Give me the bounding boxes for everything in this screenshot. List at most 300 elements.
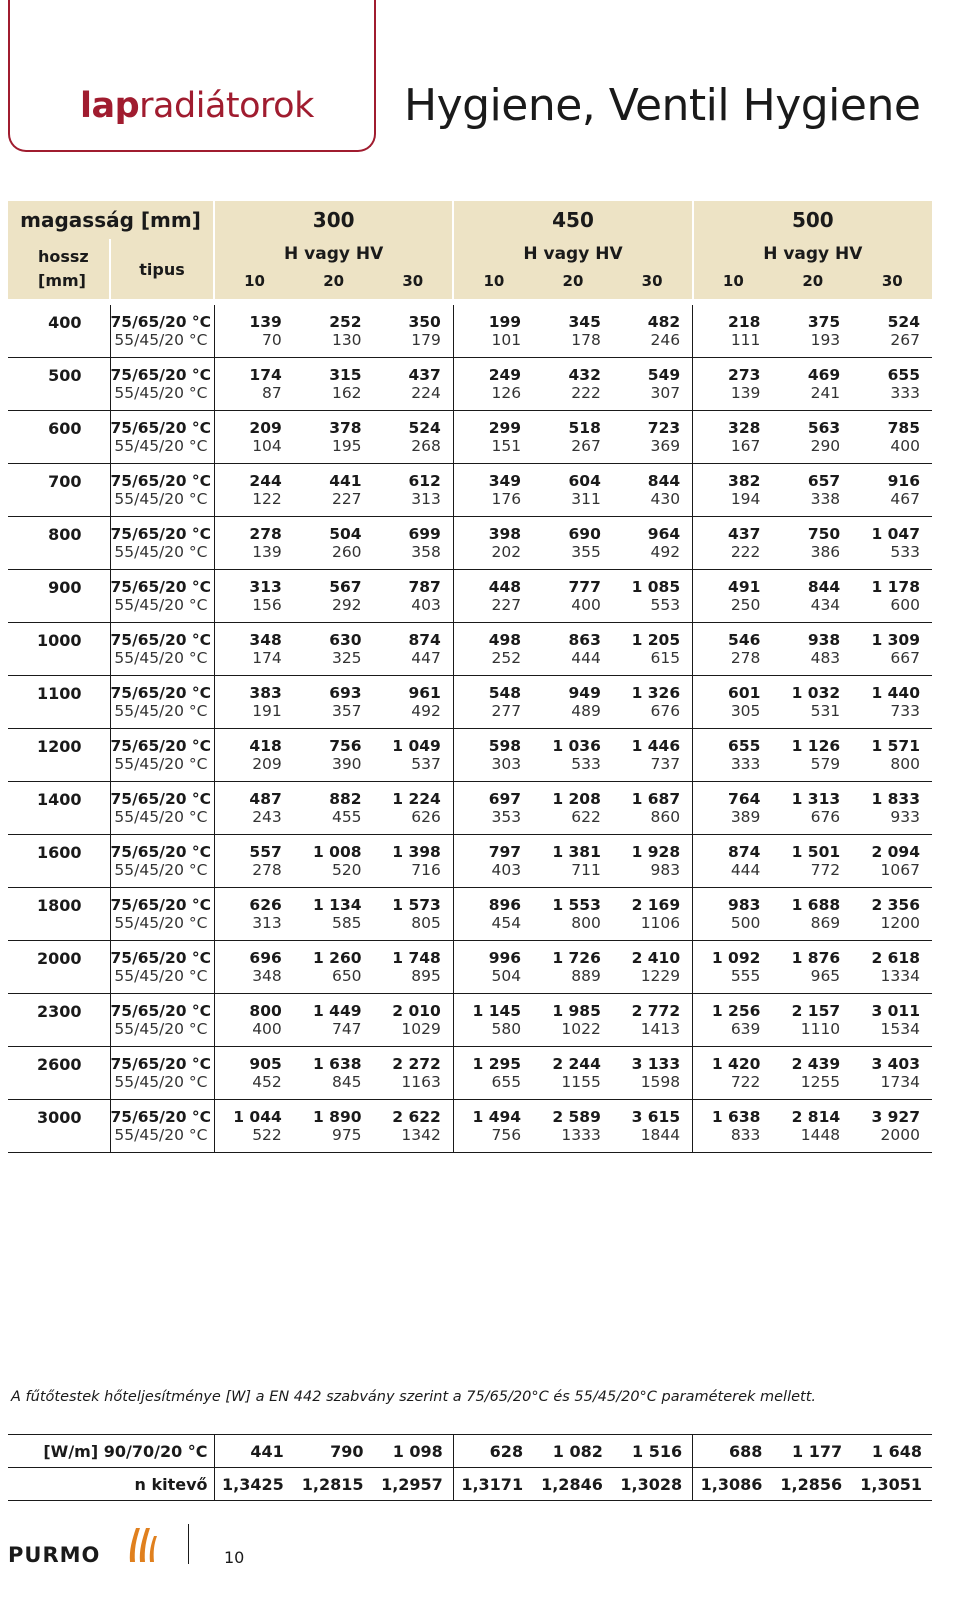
table-row <box>8 437 932 464</box>
height-label: magasság [mm] <box>8 201 214 239</box>
cell-value: 983 <box>613 861 693 888</box>
cell-value: 151 <box>453 437 533 464</box>
row-length: 1800 <box>8 888 110 941</box>
cell-value: 1 638 <box>313 1055 362 1073</box>
cell-value: 667 <box>852 649 932 676</box>
cell-value: 313 <box>249 578 282 596</box>
cell-value: 278 <box>693 649 773 676</box>
table-row <box>8 543 932 570</box>
cell-value: 524 <box>887 313 920 331</box>
cell-value: 191 <box>214 702 294 729</box>
row-length: 1400 <box>8 782 110 835</box>
table-row <box>8 623 932 650</box>
cell-value: 452 <box>214 1073 294 1100</box>
cell-value: 567 <box>329 578 362 596</box>
cell-value: 3 011 <box>871 1002 920 1020</box>
subtype-10: 10 <box>722 272 744 290</box>
row-length: 2000 <box>8 941 110 994</box>
cell-value: 504 <box>453 967 533 994</box>
cell-value: 1 224 <box>374 782 454 809</box>
cell-value: 626 <box>249 896 282 914</box>
cell-value: 311 <box>533 490 613 517</box>
cell-value: 722 <box>693 1073 773 1100</box>
summary-wm-value: 790 <box>294 1435 374 1468</box>
summary-wm-value: 1 082 <box>533 1435 613 1468</box>
row-length: 1000 <box>8 623 110 676</box>
row-temp-high: 75/65/20 °C <box>110 305 214 331</box>
cell-value: 2 272 <box>374 1047 454 1074</box>
cell-value: 938 <box>807 631 841 649</box>
cell-value: 1333 <box>533 1126 613 1153</box>
cell-value: 455 <box>294 808 374 835</box>
brand-title-bold: lap <box>80 86 140 126</box>
cell-value: 905 <box>249 1055 282 1073</box>
cell-value: 1 928 <box>613 835 693 862</box>
row-length: 900 <box>8 570 110 623</box>
cell-value: 874 <box>374 623 454 650</box>
cell-value: 548 <box>488 684 522 702</box>
cell-value: 533 <box>852 543 932 570</box>
cell-value: 800 <box>852 755 932 782</box>
row-temp-low: 55/45/20 °C <box>110 914 214 941</box>
cell-value: 756 <box>329 737 362 755</box>
cell-value: 467 <box>852 490 932 517</box>
cell-value: 546 <box>728 631 761 649</box>
cell-value: 267 <box>852 331 932 358</box>
cell-value: 1 145 <box>472 1002 522 1020</box>
row-temp-low: 55/45/20 °C <box>110 1020 214 1047</box>
table-row <box>8 358 932 385</box>
table-row <box>8 596 932 623</box>
cell-value: 202 <box>453 543 533 570</box>
cell-value: 1 326 <box>613 676 693 703</box>
cell-value: 454 <box>453 914 533 941</box>
cell-value: 1 726 <box>552 949 601 967</box>
header-tab-box <box>8 0 376 152</box>
output-table <box>8 201 932 1153</box>
cell-value: 398 <box>488 525 522 543</box>
cell-value: 1 381 <box>552 843 601 861</box>
cell-value: 139 <box>214 543 294 570</box>
cell-value: 1 398 <box>374 835 454 862</box>
cell-value: 598 <box>488 737 522 755</box>
cell-value: 555 <box>693 967 773 994</box>
group-title: H vagy HV <box>763 244 863 264</box>
cell-value: 2 356 <box>871 896 920 914</box>
row-temp-low: 55/45/20 °C <box>110 490 214 517</box>
summary-n-value: 1,2856 <box>780 1474 843 1494</box>
page-number: 10 <box>224 1548 245 1567</box>
cell-value: 1 985 <box>552 1002 601 1020</box>
cell-value: 487 <box>249 790 282 808</box>
cell-value: 162 <box>294 384 374 411</box>
cell-value: 333 <box>852 384 932 411</box>
logo-text: PURMO <box>8 1543 101 1566</box>
summary-wm-value: 441 <box>214 1435 294 1468</box>
cell-value: 195 <box>294 437 374 464</box>
cell-value: 139 <box>249 313 282 331</box>
row-temp-high: 75/65/20 °C <box>110 782 214 809</box>
cell-value: 845 <box>294 1073 374 1100</box>
cell-value: 965 <box>772 967 852 994</box>
cell-value: 630 <box>329 631 362 649</box>
cell-value: 2 814 <box>791 1108 841 1126</box>
cell-value: 1413 <box>613 1020 693 1047</box>
row-length: 1100 <box>8 676 110 729</box>
brand-title-rest: radiátorok <box>139 86 314 126</box>
cell-value: 390 <box>294 755 374 782</box>
cell-value: 639 <box>693 1020 773 1047</box>
cell-value: 964 <box>613 517 693 544</box>
group-500 <box>693 239 932 299</box>
cell-value: 448 <box>488 578 522 596</box>
cell-value: 437 <box>728 525 761 543</box>
type-label: tipus <box>110 239 214 299</box>
cell-value: 711 <box>533 861 613 888</box>
cell-value: 268 <box>374 437 454 464</box>
cell-value: 580 <box>453 1020 533 1047</box>
cell-value: 2 410 <box>613 941 693 968</box>
table-row <box>8 755 932 782</box>
row-length: 3000 <box>8 1100 110 1153</box>
row-temp-low: 55/45/20 °C <box>110 331 214 358</box>
cell-value: 1 638 <box>711 1108 761 1126</box>
cell-value: 1 876 <box>791 949 841 967</box>
cell-value: 1 890 <box>313 1108 362 1126</box>
cell-value: 1 573 <box>374 888 454 915</box>
cell-value: 1 420 <box>711 1055 761 1073</box>
group-title: H vagy HV <box>284 244 384 264</box>
cell-value: 350 <box>374 305 454 331</box>
cell-value: 600 <box>852 596 932 623</box>
table-row <box>8 384 932 411</box>
cell-value: 1 205 <box>613 623 693 650</box>
cell-value: 209 <box>214 755 294 782</box>
type-header-row <box>8 239 932 299</box>
row-length: 700 <box>8 464 110 517</box>
cell-value: 1255 <box>772 1073 852 1100</box>
row-temp-low: 55/45/20 °C <box>110 755 214 782</box>
summary-wm-value: 1 516 <box>613 1435 693 1468</box>
cell-value: 222 <box>533 384 613 411</box>
cell-value: 1 440 <box>871 684 920 702</box>
cell-value: 305 <box>693 702 773 729</box>
cell-value: 299 <box>488 419 522 437</box>
cell-value: 333 <box>693 755 773 782</box>
table-row <box>8 1047 932 1074</box>
cell-value: 1598 <box>613 1073 693 1100</box>
table-row <box>8 888 932 915</box>
row-temp-low: 55/45/20 °C <box>110 437 214 464</box>
wm-label: [W/m] 90/70/20 °C <box>8 1435 214 1468</box>
cell-value: 549 <box>613 358 693 385</box>
cell-value: 174 <box>249 366 282 384</box>
cell-value: 3 403 <box>871 1055 920 1073</box>
group-title: H vagy HV <box>523 244 623 264</box>
brand-title <box>80 86 314 126</box>
cell-value: 218 <box>728 313 761 331</box>
purmo-logo <box>8 1524 158 1566</box>
cell-value: 961 <box>374 676 454 703</box>
cell-value: 889 <box>533 967 613 994</box>
cell-value: 949 <box>568 684 601 702</box>
summary-wm-value: 1 177 <box>772 1435 852 1468</box>
row-temp-high: 75/65/20 °C <box>110 676 214 703</box>
row-temp-low: 55/45/20 °C <box>110 1073 214 1100</box>
cell-value: 655 <box>453 1073 533 1100</box>
cell-value: 800 <box>533 914 613 941</box>
table-row <box>8 464 932 491</box>
cell-value: 1067 <box>852 861 932 888</box>
cell-value: 252 <box>453 649 533 676</box>
cell-value: 400 <box>214 1020 294 1047</box>
cell-value: 469 <box>807 366 841 384</box>
cell-value: 167 <box>693 437 773 464</box>
cell-value: 400 <box>533 596 613 623</box>
cell-value: 1 178 <box>871 578 920 596</box>
cell-value: 604 <box>568 472 601 490</box>
cell-value: 1 833 <box>871 790 920 808</box>
cell-value: 800 <box>249 1002 282 1020</box>
cell-value: 492 <box>613 543 693 570</box>
cell-value: 1110 <box>772 1020 852 1047</box>
cell-value: 1 446 <box>613 729 693 756</box>
cell-value: 292 <box>294 596 374 623</box>
cell-value: 863 <box>568 631 601 649</box>
height-header-row <box>8 201 932 239</box>
cell-value: 2 772 <box>613 994 693 1021</box>
cell-value: 504 <box>329 525 362 543</box>
cell-value: 209 <box>249 419 282 437</box>
row-length: 1200 <box>8 729 110 782</box>
cell-value: 1022 <box>533 1020 613 1047</box>
cell-value: 585 <box>294 914 374 941</box>
cell-value: 699 <box>374 517 454 544</box>
cell-value: 1342 <box>374 1126 454 1153</box>
cell-value: 563 <box>807 419 841 437</box>
cell-value: 389 <box>693 808 773 835</box>
cell-value: 2 622 <box>374 1100 454 1127</box>
cell-value: 1734 <box>852 1073 932 1100</box>
cell-value: 246 <box>613 331 693 358</box>
cell-value: 650 <box>294 967 374 994</box>
cell-value: 403 <box>374 596 454 623</box>
row-temp-low: 55/45/20 °C <box>110 861 214 888</box>
cell-value: 2 010 <box>374 994 454 1021</box>
cell-value: 1 044 <box>233 1108 282 1126</box>
cell-value: 693 <box>329 684 362 702</box>
cell-value: 764 <box>728 790 761 808</box>
cell-value: 227 <box>294 490 374 517</box>
cell-value: 194 <box>693 490 773 517</box>
cell-value: 537 <box>374 755 454 782</box>
cell-value: 696 <box>249 949 282 967</box>
row-length: 800 <box>8 517 110 570</box>
cell-value: 278 <box>214 861 294 888</box>
cell-value: 518 <box>568 419 601 437</box>
cell-value: 2 244 <box>552 1055 601 1073</box>
cell-value: 723 <box>613 411 693 438</box>
cell-value: 601 <box>728 684 761 702</box>
cell-value: 697 <box>488 790 522 808</box>
summary-n-value: 1,3028 <box>620 1474 683 1494</box>
cell-value: 491 <box>728 578 761 596</box>
cell-value: 353 <box>453 808 533 835</box>
cell-value: 3 615 <box>613 1100 693 1127</box>
table-row <box>8 1020 932 1047</box>
row-temp-low: 55/45/20 °C <box>110 596 214 623</box>
cell-value: 777 <box>568 578 601 596</box>
cell-value: 1106 <box>613 914 693 941</box>
cell-value: 916 <box>887 472 920 490</box>
cell-value: 2000 <box>852 1126 932 1153</box>
cell-value: 750 <box>807 525 841 543</box>
cell-value: 676 <box>613 702 693 729</box>
summary-n-value: 1,3171 <box>453 1468 533 1501</box>
cell-value: 277 <box>453 702 533 729</box>
subtype-10: 10 <box>244 272 265 290</box>
table-row <box>8 1126 932 1153</box>
cell-value: 747 <box>294 1020 374 1047</box>
cell-value: 249 <box>488 366 522 384</box>
cell-value: 122 <box>214 490 294 517</box>
cell-value: 178 <box>533 331 613 358</box>
footer-divider <box>188 1524 189 1564</box>
cell-value: 983 <box>728 896 761 914</box>
cell-value: 441 <box>329 472 362 490</box>
cell-value: 307 <box>613 384 693 411</box>
cell-value: 325 <box>294 649 374 676</box>
table-row <box>8 570 932 597</box>
table-row <box>8 305 932 331</box>
row-length: 1600 <box>8 835 110 888</box>
summary-wm-value: 1 098 <box>374 1435 454 1468</box>
cell-value: 805 <box>374 914 454 941</box>
length-label-line2: [mm] <box>38 271 86 290</box>
cell-value: 1 501 <box>791 843 841 861</box>
cell-value: 156 <box>214 596 294 623</box>
row-temp-low: 55/45/20 °C <box>110 1126 214 1153</box>
summary-n-row <box>8 1468 932 1501</box>
cell-value: 101 <box>453 331 533 358</box>
cell-value: 2 169 <box>613 888 693 915</box>
cell-value: 690 <box>568 525 601 543</box>
cell-value: 369 <box>613 437 693 464</box>
cell-value: 378 <box>329 419 362 437</box>
cell-value: 787 <box>374 570 454 597</box>
cell-value: 104 <box>214 437 294 464</box>
summary-n-value: 1,3425 <box>214 1468 294 1501</box>
cell-value: 444 <box>693 861 773 888</box>
cell-value: 1 571 <box>871 737 920 755</box>
cell-value: 1 748 <box>374 941 454 968</box>
cell-value: 1200 <box>852 914 932 941</box>
table-row <box>8 941 932 968</box>
cell-value: 224 <box>374 384 454 411</box>
cell-value: 290 <box>772 437 852 464</box>
cell-value: 315 <box>329 366 362 384</box>
cell-value: 1 092 <box>711 949 761 967</box>
cell-value: 1 085 <box>613 570 693 597</box>
cell-value: 612 <box>374 464 454 491</box>
row-temp-high: 75/65/20 °C <box>110 941 214 968</box>
cell-value: 524 <box>374 411 454 438</box>
cell-value: 250 <box>693 596 773 623</box>
row-temp-high: 75/65/20 °C <box>110 464 214 491</box>
table-row <box>8 649 932 676</box>
cell-value: 1 309 <box>871 631 920 649</box>
summary-n-value: 1,2957 <box>381 1474 443 1494</box>
row-temp-high: 75/65/20 °C <box>110 358 214 385</box>
table-row <box>8 994 932 1021</box>
cell-value: 70 <box>214 331 294 358</box>
row-temp-high: 75/65/20 °C <box>110 994 214 1021</box>
row-length: 400 <box>8 305 110 358</box>
cell-value: 227 <box>453 596 533 623</box>
cell-value: 531 <box>772 702 852 729</box>
cell-value: 313 <box>374 490 454 517</box>
table-row <box>8 808 932 835</box>
footnote: A fűtőtestek hőteljesítménye [W] a EN 442 szabvány szerint a 75/65/20°C és 55/45/20°C paraméterek mellett. <box>11 1389 817 1405</box>
summary-table <box>8 1434 932 1501</box>
cell-value: 676 <box>772 808 852 835</box>
cell-value: 1 036 <box>552 737 601 755</box>
table-row <box>8 517 932 544</box>
cell-value: 2 157 <box>791 1002 841 1020</box>
cell-value: 1 208 <box>552 790 601 808</box>
cell-value: 179 <box>374 331 454 358</box>
cell-value: 430 <box>613 490 693 517</box>
length-label-line1: hossz <box>38 247 89 266</box>
cell-value: 111 <box>693 331 773 358</box>
table-row <box>8 1100 932 1127</box>
cell-value: 1 687 <box>613 782 693 809</box>
cell-value: 241 <box>772 384 852 411</box>
cell-value: 345 <box>568 313 601 331</box>
row-temp-low: 55/45/20 °C <box>110 702 214 729</box>
subtype-20: 20 <box>323 272 345 290</box>
cell-value: 418 <box>249 737 282 755</box>
table-row <box>8 967 932 994</box>
cell-value: 444 <box>533 649 613 676</box>
subtype-10: 10 <box>483 272 505 290</box>
subtype-30: 30 <box>881 272 903 290</box>
cell-value: 1029 <box>374 1020 454 1047</box>
cell-value: 434 <box>772 596 852 623</box>
cell-value: 403 <box>453 861 533 888</box>
cell-value: 933 <box>852 808 932 835</box>
n-label: n kitevő <box>134 1474 208 1494</box>
table-row <box>8 729 932 756</box>
cell-value: 756 <box>453 1126 533 1153</box>
cell-value: 1 049 <box>374 729 454 756</box>
summary-wm-row <box>8 1435 932 1468</box>
cell-value: 1 449 <box>313 1002 362 1020</box>
cell-value: 358 <box>374 543 454 570</box>
cell-value: 1 688 <box>791 896 841 914</box>
cell-value: 1 134 <box>313 896 362 914</box>
cell-value: 797 <box>488 843 522 861</box>
row-temp-high: 75/65/20 °C <box>110 517 214 544</box>
cell-value: 3 927 <box>871 1108 920 1126</box>
row-temp-low: 55/45/20 °C <box>110 649 214 676</box>
cell-value: 655 <box>728 737 761 755</box>
subtype-20: 20 <box>562 272 584 290</box>
cell-value: 1 008 <box>313 843 362 861</box>
cell-value: 313 <box>214 914 294 941</box>
cell-value: 193 <box>772 331 852 358</box>
cell-value: 303 <box>453 755 533 782</box>
